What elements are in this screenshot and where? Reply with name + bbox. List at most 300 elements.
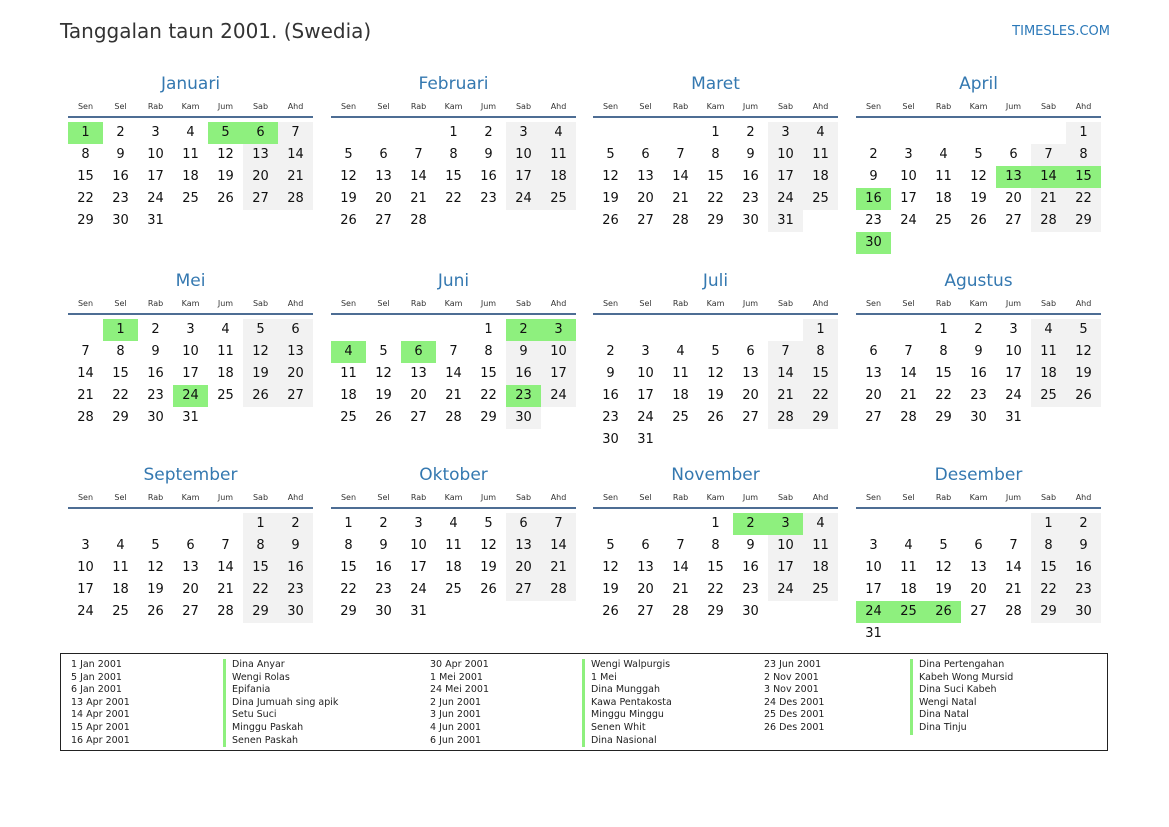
day-cell: 17 [541,363,576,385]
day-cell: 22 [480,388,497,403]
day-cell: 13 [182,560,199,575]
day-cell: 3 [414,516,423,531]
day-cell: 14 [217,560,234,575]
weekday-label: Jum [1005,102,1022,111]
day-cell: 29 [112,410,129,425]
day-grid [856,513,1101,645]
weekday-label: Rab [410,102,427,111]
day-cell: 8 [711,538,720,553]
day-cell: 16 [970,366,987,381]
month-title: Juni [437,271,470,291]
day-cell: 5 [711,344,720,359]
day-cell: 26 [707,410,724,425]
day-cell: 8 [1066,144,1101,166]
day-cell: 19 [243,363,278,385]
day-cell: 4 [939,147,948,162]
day-cell: 27 [182,604,199,619]
page-title: Tanggalan taun 2001. (Swedia) [60,19,372,43]
day-cell: 13 [243,144,278,166]
day-cell: 5 [939,538,948,553]
day-cell: 28 [672,604,689,619]
day-cell: 18 [541,166,576,188]
day-cell: 7 [904,344,913,359]
day-cell: 26 [340,213,357,228]
weekday-header [331,491,576,509]
day-cell: 5 [606,147,615,162]
day-cell: 23 [742,582,759,597]
weekday-label: Sab [777,102,794,111]
empty-cell [331,319,366,341]
day-cell: 1 [711,125,720,140]
day-cell: 18 [182,169,199,184]
day-cell: 21 [445,388,462,403]
day-cell: 29 [707,604,724,619]
day-cell: 29 [243,601,278,623]
month-april [856,74,1101,254]
day-cell: 25 [112,604,129,619]
empty-cell [663,319,698,341]
empty-cell [593,513,628,535]
weekday-label: Jum [1005,493,1022,502]
legend-names-col-2 [582,659,672,747]
day-cell: 21 [672,582,689,597]
day-cell: 19 [217,169,234,184]
day-cell: 5 [606,538,615,553]
month-title: Januari [160,74,221,94]
holiday-day-cell: 30 [856,232,891,254]
day-cell: 24 [1005,388,1022,403]
holiday-legend [60,653,1108,751]
day-cell: 18 [935,191,952,206]
holiday-day-cell: 24 [173,385,208,407]
weekday-label: Jum [480,493,497,502]
weekday-header [331,297,576,315]
day-cell: 30 [147,410,164,425]
weekday-label: Sel [902,493,915,502]
day-cell: 17 [506,166,541,188]
weekday-label: Ahd [550,102,567,111]
weekday-label: Sel [114,299,127,308]
day-cell: 19 [375,388,392,403]
day-cell: 4 [803,513,838,535]
weekday-label: Sel [639,102,652,111]
day-cell: 23 [147,388,164,403]
day-cell: 24 [768,188,803,210]
day-cell: 26 [217,191,234,206]
day-cell: 1 [711,516,720,531]
day-cell: 30 [506,407,541,429]
weekday-label: Sen [865,299,882,308]
day-cell: 31 [768,210,803,232]
day-cell: 12 [147,560,164,575]
day-cell: 7 [414,147,423,162]
day-cell: 20 [243,166,278,188]
day-cell: 30 [970,410,987,425]
day-cell: 24 [900,213,917,228]
weekday-label: Ahd [1075,102,1092,111]
day-cell: 9 [151,344,160,359]
day-cell: 11 [445,538,462,553]
day-cell: 14 [77,366,94,381]
weekday-label: Sab [1040,102,1057,111]
legend-item: 3 Nov 2001 [764,684,819,696]
day-cell: 8 [803,341,838,363]
day-grid [331,319,576,429]
weekday-label: Sel [377,299,390,308]
day-cell: 26 [970,213,987,228]
day-cell: 30 [112,213,129,228]
month-november [593,465,838,623]
day-cell: 22 [707,582,724,597]
day-cell: 23 [602,410,619,425]
day-cell: 14 [541,535,576,557]
weekday-label: Sen [865,493,882,502]
day-cell: 21 [1005,582,1022,597]
month-desember [856,465,1101,645]
day-cell: 6 [641,147,650,162]
weekday-label: Ahd [287,299,304,308]
day-cell: 2 [974,322,983,337]
day-cell: 13 [375,169,392,184]
day-cell: 20 [742,388,759,403]
weekday-label: Jum [742,493,759,502]
weekday-header [856,491,1101,509]
day-cell: 11 [803,535,838,557]
day-cell: 30 [1066,601,1101,623]
day-cell: 20 [375,191,392,206]
day-cell: 29 [480,410,497,425]
holiday-day-cell: 2 [733,513,768,535]
weekday-header [68,100,313,118]
empty-cell [698,319,733,341]
day-cell: 19 [707,388,724,403]
day-cell: 24 [77,604,94,619]
day-cell: 15 [340,560,357,575]
day-cell: 2 [278,513,313,535]
weekday-label: Sab [515,299,532,308]
day-cell: 26 [602,213,619,228]
legend-item: Minggu Paskah [232,721,304,733]
day-cell: 26 [375,410,392,425]
day-grid [856,319,1101,429]
weekday-header [593,100,838,118]
day-cell: 12 [480,538,497,553]
day-cell: 15 [480,366,497,381]
weekday-label: Ahd [550,299,567,308]
empty-cell [663,513,698,535]
weekday-label: Sen [340,493,357,502]
day-cell: 14 [445,366,462,381]
legend-item: 24 Mei 2001 [430,684,489,696]
day-cell: 7 [676,538,685,553]
day-cell: 9 [974,344,983,359]
day-cell: 15 [112,366,129,381]
day-cell: 9 [379,538,388,553]
day-cell: 17 [77,582,94,597]
day-cell: 28 [410,213,427,228]
day-cell: 5 [379,344,388,359]
day-cell: 21 [541,557,576,579]
day-cell: 29 [1031,601,1066,623]
weekday-label: Jum [742,299,759,308]
day-cell: 14 [672,560,689,575]
day-cell: 31 [865,626,882,641]
day-cell: 1 [1031,513,1066,535]
weekday-label: Rab [672,299,689,308]
day-cell: 5 [344,147,353,162]
empty-cell [593,122,628,144]
day-cell: 23 [1066,579,1101,601]
holiday-day-cell: 13 [996,166,1031,188]
weekday-label: Sel [377,493,390,502]
day-cell: 22 [77,191,94,206]
day-cell: 18 [340,388,357,403]
day-cell: 31 [637,432,654,447]
day-cell: 21 [217,582,234,597]
day-cell: 3 [151,125,160,140]
legend-item: Wengi Walpurgis [591,659,671,670]
day-cell: 30 [602,432,619,447]
day-cell: 29 [1066,210,1101,232]
day-cell: 27 [865,410,882,425]
day-cell: 11 [182,147,199,162]
legend-item: Epifania [232,684,271,696]
legend-item: Senen Whit [591,721,646,733]
day-cell: 16 [480,169,497,184]
day-cell: 5 [974,147,983,162]
empty-cell [401,122,436,144]
holiday-day-cell: 1 [103,319,138,341]
day-cell: 25 [803,579,838,601]
day-cell: 1 [939,322,948,337]
weekday-label: Jum [742,102,759,111]
day-cell: 9 [1066,535,1101,557]
month-oktober [331,465,576,623]
month-maret [593,74,838,232]
day-cell: 2 [1066,513,1101,535]
empty-cell [926,122,961,144]
day-cell: 22 [445,191,462,206]
day-cell: 31 [147,213,164,228]
legend-item: 2 Jun 2001 [430,696,482,708]
legend-item: 4 Jun 2001 [430,721,482,733]
legend-item: Dina Nasional [591,734,657,746]
day-cell: 23 [375,582,392,597]
day-cell: 23 [742,191,759,206]
day-grid [68,319,313,429]
day-cell: 1 [484,322,493,337]
weekday-label: Sab [515,493,532,502]
day-cell: 4 [116,538,125,553]
day-cell: 1 [344,516,353,531]
day-cell: 31 [1005,410,1022,425]
day-cell: 1 [803,319,838,341]
day-cell: 14 [768,363,803,385]
legend-item: Senen Paskah [232,734,299,746]
day-cell: 25 [217,388,234,403]
empty-cell [68,513,103,535]
day-cell: 14 [410,169,427,184]
day-cell: 16 [742,560,759,575]
day-cell: 11 [803,144,838,166]
day-cell: 3 [768,122,803,144]
day-cell: 28 [900,410,917,425]
day-cell: 12 [970,169,987,184]
legend-item: 23 Jun 2001 [764,659,822,670]
day-cell: 16 [112,169,129,184]
empty-cell [891,319,926,341]
day-cell: 21 [410,191,427,206]
day-grid [331,513,576,623]
legend-item: 30 Apr 2001 [430,659,489,670]
weekday-header [331,100,576,118]
legend-item: Wengi Natal [919,696,977,708]
day-cell: 12 [243,341,278,363]
day-cell: 7 [1009,538,1018,553]
month-september [68,465,313,623]
day-cell: 10 [506,144,541,166]
day-cell: 4 [676,344,685,359]
weekday-label: Sel [377,102,390,111]
day-cell: 28 [445,410,462,425]
month-februari [331,74,576,232]
day-cell: 5 [243,319,278,341]
legend-item: Dina Anyar [232,659,285,670]
legend-names-col-3 [910,659,1013,735]
day-cell: 17 [768,557,803,579]
day-cell: 22 [112,388,129,403]
empty-cell [891,122,926,144]
weekday-header [856,297,1101,315]
empty-cell [856,122,891,144]
day-cell: 27 [1005,213,1022,228]
weekday-label: Sel [902,102,915,111]
day-cell: 24 [410,582,427,597]
day-cell: 30 [742,604,759,619]
empty-cell [366,122,401,144]
day-cell: 22 [803,385,838,407]
day-cell: 29 [803,407,838,429]
day-cell: 19 [970,191,987,206]
weekday-label: Ahd [812,299,829,308]
weekday-header [593,297,838,315]
legend-item: 24 Des 2001 [764,696,825,708]
day-cell: 20 [970,582,987,597]
day-cell: 8 [243,535,278,557]
site-link[interactable]: TIMESLES.COM [1012,24,1110,39]
month-juli [593,271,838,451]
legend-item: Dina Munggah [591,684,660,696]
weekday-label: Kam [444,299,463,308]
day-cell: 16 [506,363,541,385]
day-cell: 20 [637,582,654,597]
day-cell: 6 [746,344,755,359]
empty-cell [926,513,961,535]
day-cell: 27 [410,410,427,425]
day-cell: 6 [1009,147,1018,162]
day-cell: 27 [506,579,541,601]
day-cell: 26 [243,385,278,407]
day-cell: 13 [865,366,882,381]
legend-item: Dina Jumuah sing apik [232,696,339,708]
legend-item: Kawa Pentakosta [591,696,672,708]
weekday-label: Sen [602,493,619,502]
empty-cell [996,513,1031,535]
day-cell: 9 [606,366,615,381]
day-cell: 6 [278,319,313,341]
weekday-label: Sen [602,102,619,111]
day-cell: 10 [900,169,917,184]
day-cell: 16 [1066,557,1101,579]
day-cell: 22 [1066,188,1101,210]
holiday-day-cell: 6 [401,341,436,363]
day-cell: 7 [81,344,90,359]
weekday-label: Sel [902,299,915,308]
day-cell: 6 [506,513,541,535]
day-cell: 15 [77,169,94,184]
day-cell: 26 [602,604,619,619]
day-cell: 8 [711,147,720,162]
day-cell: 19 [1066,363,1101,385]
day-cell: 8 [1031,535,1066,557]
legend-dates-col-2 [430,659,489,747]
legend-item: Dina Tinju [919,721,967,733]
day-cell: 12 [375,366,392,381]
legend-item: 2 Nov 2001 [764,671,819,683]
month-title: Desember [934,465,1023,485]
legend-item: Kabeh Wong Mursid [919,671,1014,683]
day-cell: 18 [1031,363,1066,385]
day-cell: 11 [217,344,234,359]
day-cell: 17 [865,582,882,597]
month-juni [331,271,576,429]
day-cell: 11 [340,366,357,381]
day-cell: 18 [803,166,838,188]
weekday-label: Rab [410,299,427,308]
day-cell: 26 [1066,385,1101,407]
day-cell: 4 [541,122,576,144]
day-cell: 29 [935,410,952,425]
day-cell: 29 [340,604,357,619]
day-cell: 10 [768,535,803,557]
day-cell: 16 [602,388,619,403]
weekday-label: Rab [147,299,164,308]
day-cell: 2 [151,322,160,337]
weekday-label: Rab [672,493,689,502]
day-cell: 27 [637,213,654,228]
day-cell: 8 [344,538,353,553]
day-cell: 24 [768,579,803,601]
month-title: Mei [175,271,206,291]
day-cell: 27 [970,604,987,619]
day-cell: 4 [449,516,458,531]
weekday-label: Ahd [812,102,829,111]
empty-cell [366,319,401,341]
holiday-day-cell: 1 [68,122,103,144]
day-cell: 17 [900,191,917,206]
weekday-label: Kam [181,299,200,308]
day-cell: 8 [81,147,90,162]
day-cell: 29 [77,213,94,228]
day-cell: 14 [278,144,313,166]
day-cell: 13 [637,169,654,184]
day-grid [331,122,576,232]
day-cell: 10 [768,144,803,166]
day-grid [68,122,313,232]
day-cell: 9 [484,147,493,162]
weekday-label: Rab [147,493,164,502]
day-cell: 9 [116,147,125,162]
